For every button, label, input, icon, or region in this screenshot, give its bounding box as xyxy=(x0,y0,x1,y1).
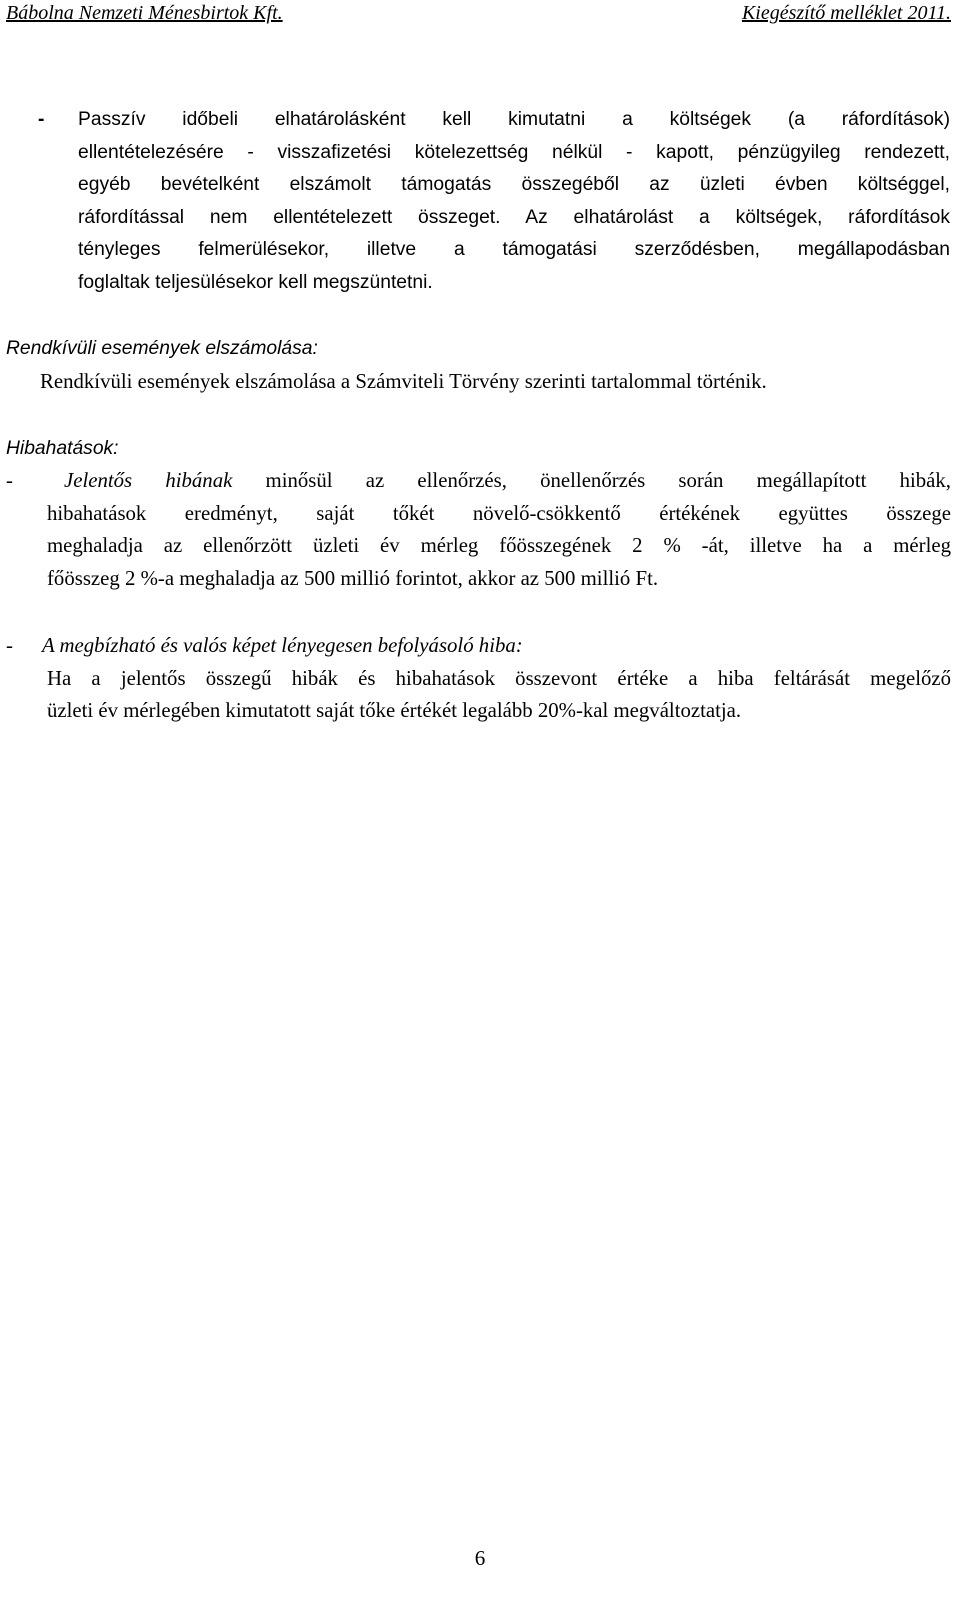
paragraph-body xyxy=(78,104,950,300)
item-title: A megbízható és valós képet lényegesen befolyásoló hiba: xyxy=(42,634,523,657)
paragraph-line: ellentételezésére - visszafizetési kötelezettség nélkül - kapott, pénzügyileg rendezett, xyxy=(78,141,950,163)
paragraph-line: egyéb bevételként elszámolt támogatás összegéből az üzleti évben költséggel, xyxy=(78,174,950,196)
item-line: hibahatások eredményt, saját tőkét növelő-csökkentő értékének együttes összege xyxy=(47,501,951,525)
paragraph-line: tényleges felmerülésekor, illetve a támogatási szerződésben, megállapodásban xyxy=(78,239,950,261)
page-header xyxy=(6,2,951,32)
item-body xyxy=(47,465,951,595)
item-body xyxy=(47,663,951,728)
item-line: főösszeg 2 %-a meghaladja az 500 millió forintot, akkor az 500 millió Ft. xyxy=(47,566,659,590)
list-dash: - xyxy=(38,109,45,130)
paragraph-line: foglaltak teljesülésekor kell megszüntetni. xyxy=(78,271,433,293)
extraordinary-events-text: Rendkívüli események elszámolása a Számviteli Törvény szerinti tartalommal történik. xyxy=(40,370,767,393)
section-heading-errors: Hibahatások: xyxy=(6,438,119,459)
item-line: meghaladja az ellenőrzött üzleti év mérleg főösszegének 2 % -át, illetve ha a mérleg xyxy=(47,534,951,558)
page-number: 6 xyxy=(474,1546,486,1570)
item-line: üzleti év mérlegében kimutatott saját tőke értékét legalább 20%-kal megváltoztatja. xyxy=(47,699,742,723)
header-document-title: Kiegészítő melléklet 2011. xyxy=(741,2,951,24)
header-company: Bábolna Nemzeti Ménesbirtok Kft. xyxy=(6,2,283,24)
section-heading-extraordinary: Rendkívüli események elszámolása: xyxy=(6,338,318,359)
term-significant-error: Jelentős hibának xyxy=(64,469,233,492)
item-line: Ha a jelentős összegű hibák és hibahatások összevont értéke a hiba feltárását megelőző xyxy=(47,666,951,690)
list-dash: - xyxy=(6,469,13,492)
list-dash: - xyxy=(6,634,13,657)
item-line xyxy=(47,465,951,498)
item-line-text: minősül az ellenőrzés, önellenőrzés során megállapított hibák, xyxy=(265,469,951,492)
paragraph-line: Passzív időbeli elhatárolásként kell kimutatni a költségek (a ráfordítások) xyxy=(78,109,950,130)
paragraph-line: ráfordítással nem ellentételezett összeget. Az elhatárolást a költségek, ráfordítások xyxy=(78,206,950,228)
